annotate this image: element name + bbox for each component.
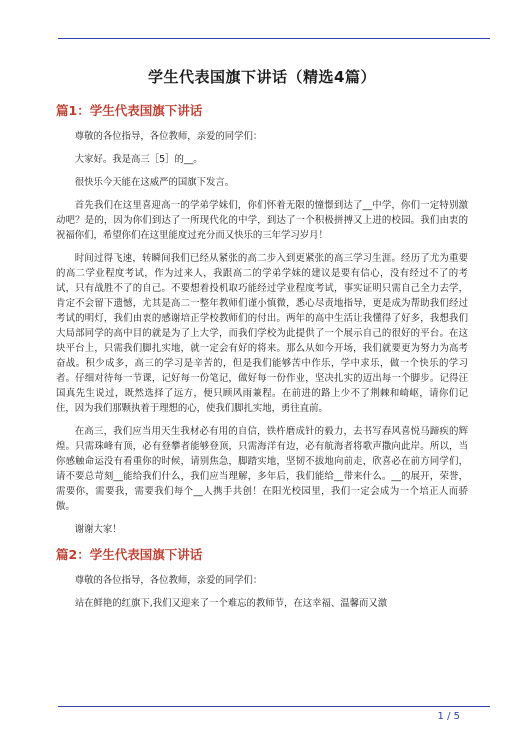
header-rule bbox=[58, 38, 490, 39]
paragraph: 尊敬的各位指导，各位教师，亲爱的同学们： bbox=[74, 131, 263, 142]
paragraph: 站在鲜艳的红旗下,我们又迎来了一个难忘的教师节，在这幸福、温馨而又激 bbox=[74, 598, 388, 609]
section-heading-1: 篇1：学生代表国旗下讲话 bbox=[56, 103, 203, 118]
paragraph: 在高三，我们应当用天生我材必有用的自信，铁杵磨成针的毅力，去书写春风喜悦马蹄疾的辉煌。只需珠峰有顶，必有登攀者能够登顶，只需海洋有边，必有航海者将歌声撒向此岸。所以，当你感触命运没有看重你的时候，请别焦急，脚踏实地，坚韧不拔地向前走，欣喜必在前方同学们，请不要总苛刻__能给我们什么，我们应当理解，多年后，我们能给__带来什么。__的展开，荣誉，需要你，需要我，需要我们每个__人携手共创！在阳光校园里，我们一定会成为一个培正人而骄傲。 bbox=[56, 426, 468, 512]
page-indicator: 1 / 5 bbox=[437, 711, 460, 722]
paragraph: 谢谢大家！ bbox=[74, 524, 122, 535]
paragraph: 大家好。我是高三［5］的__。 bbox=[74, 154, 203, 165]
paragraph: 很快乐今天能在这威严的国旗下发言。 bbox=[74, 177, 235, 188]
paragraph: 首先我们在这里喜迎高一的学弟学妹们，你们怀着无限的憧憬到达了__中学，你们一定特别激动吧？是的，因为你们到达了一所现代化的中学，到达了一个积极拼搏又上进的校园。我们由衷的祝福你们，希望你们在这里能度过充分而又快乐的三年学习岁月！ bbox=[56, 200, 468, 241]
footer-rule bbox=[58, 706, 490, 707]
paragraph: 时间过得飞速，转瞬间我们已经从紧张的高二步入到更紧张的高三学习生涯。经历了尤为重要的高二学业程度考试，作为过来人，我跟高二的学弟学妹的建议是要有信心，没有经过不了的考试，只有战胜不了的自己。不要想着投机取巧能经过学业程度考试，事实证明只需自己全力去学，肯定不会留下遗憾，尤其是高二一整年教师们谨小慎微，悉心尽责地指导，更是成为帮助我们经过考试的明灯，我们由衷的感谢培正学校教师们的付出。两年的高中生活让我懂得了好多，我想我们大局部同学的高中目的就是为了上大学，而我们学校为此提供了一个展示自己的很好的平台。在这块平台上，只需我们脚扎实地，就一定会有好的将来。那么从如今开场，我们就要更为努力为高考奋战。积少成多，高三的学习是辛苦的，但是我们能够苦中作乐，学中求乐，做一个快乐的学习者。仔细对待每一节课，记好每一份笔记，做好每一份作业，坚决扎实的迈出每一个脚步。记得汪国真先生说过，既然选择了远方，便只顾风雨兼程。在前进的路上少不了荆棘和崎岖，请你们记住，因为我们那颗执着于理想的心，使我们脚扎实地，勇往直前。 bbox=[56, 253, 468, 414]
section-heading-2: 篇2：学生代表国旗下讲话 bbox=[56, 547, 203, 562]
document-title: 学生代表国旗下讲话（精选4篇） bbox=[148, 68, 376, 86]
paragraph: 尊敬的各位指导，各位教师，亲爱的同学们： bbox=[74, 575, 263, 586]
document-body bbox=[56, 66, 468, 619]
